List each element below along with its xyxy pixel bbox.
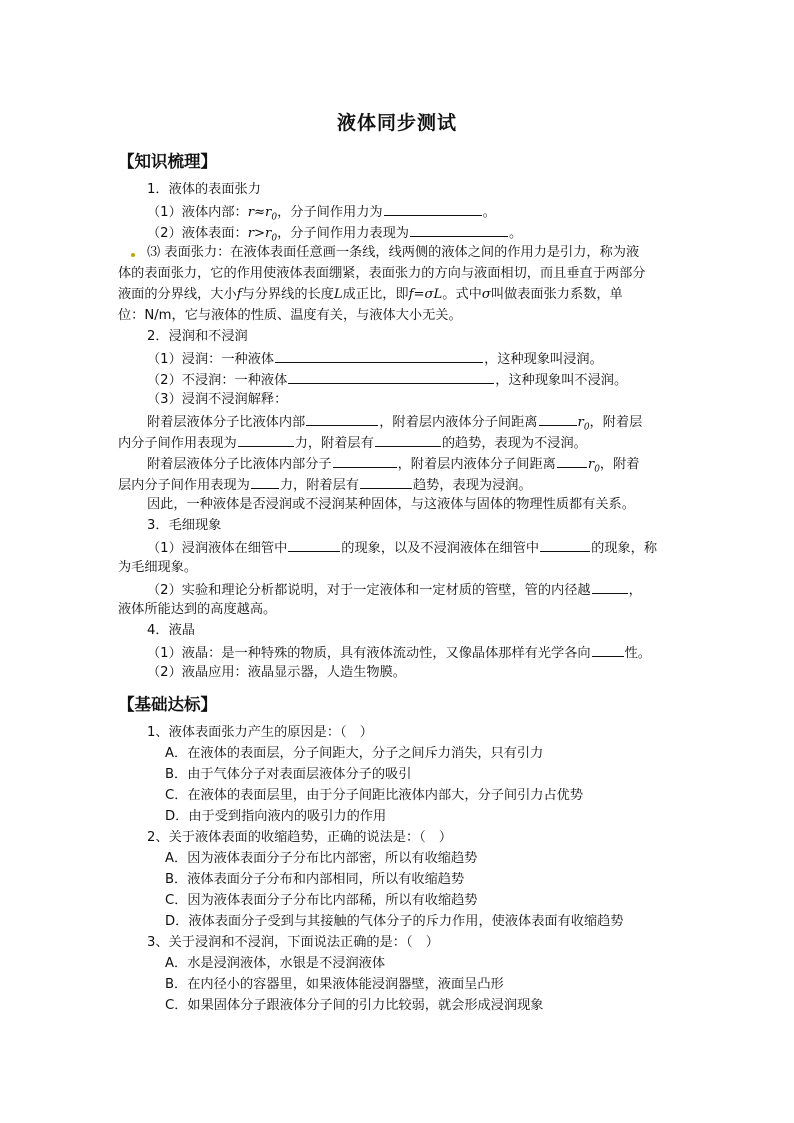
paragraph-line — [147, 580, 642, 600]
fill-blank[interactable] — [410, 223, 508, 237]
text: （1）液晶：是一种特殊的物质，具有液体流动性，又像晶体那样有光学各向 — [147, 646, 591, 661]
text: 的现象，以及不浸润液体在细管中 — [341, 541, 540, 556]
text: 趋势，表现为浸润。 — [413, 478, 532, 493]
paragraph-line — [118, 433, 587, 453]
answer-option[interactable]: A．因为液体表面分子分布比内部密，所以有收缩趋势 — [165, 851, 478, 866]
text: 与分界线的长度 — [241, 287, 334, 302]
topic-capillary: 3．毛细现象 — [147, 518, 222, 533]
fill-blank[interactable] — [238, 433, 294, 447]
text: 的现象，称 — [591, 541, 658, 556]
fill-blank[interactable] — [306, 412, 378, 426]
line-explanation: （3）浸润不浸润解释： — [147, 392, 288, 407]
fill-blank[interactable] — [384, 202, 482, 216]
answer-option[interactable]: A．在液体的表面层，分子间距大，分子之间斥力消失，只有引力 — [165, 746, 544, 761]
topic-surface-tension: 1．液体的表面张力 — [147, 182, 261, 197]
fill-blank[interactable] — [251, 475, 279, 489]
text: 叫做表面张力系数，单 — [490, 287, 623, 302]
text: ，附着层内液体分子间距离 — [397, 457, 556, 472]
answer-option[interactable]: B．在内径小的容器里，如果液体能浸润器壁，液面呈凸形 — [165, 977, 504, 992]
text: 液面的分界线，大小 — [118, 287, 237, 302]
answer-option[interactable]: B．液体表面分子分布和内部相同，所以有收缩趋势 — [165, 872, 465, 887]
fill-blank[interactable] — [592, 643, 624, 657]
text: ，附着层 — [589, 415, 643, 430]
subscript: 0 — [594, 464, 600, 475]
text: ，这种现象叫不浸润。 — [495, 373, 628, 388]
paragraph-line: （2）液晶应用：液晶显示器，人造生物膜。 — [147, 665, 406, 680]
text: （1）浸润：一种液体 — [147, 352, 275, 367]
text: 层内分子间作用表现为 — [118, 478, 250, 493]
section-heading-knowledge: 【知识梳理】 — [118, 152, 217, 171]
text: ， — [628, 583, 642, 598]
text: ，这种现象叫浸润。 — [484, 352, 603, 367]
topic-wetting: 2．浸润和不浸润 — [147, 329, 248, 344]
text: 力，附着层有 — [279, 478, 359, 493]
fill-blank[interactable] — [375, 433, 441, 447]
formula: σ — [481, 287, 491, 302]
text: （1）浸润液体在细管中 — [147, 541, 288, 556]
bullet-dot-icon — [131, 253, 135, 257]
paragraph-line: 位：N/m，它与液体的性质、温度有关，与液体大小无关。 — [118, 308, 462, 323]
text: 。 — [508, 226, 523, 241]
paragraph-line — [118, 475, 532, 495]
text: 。 — [482, 205, 496, 220]
question-stem: 2、关于液体表面的收缩趋势，正确的说法是：（ ） — [147, 830, 453, 845]
paragraph-line — [147, 538, 657, 558]
fill-blank[interactable] — [539, 412, 577, 426]
answer-option[interactable]: C．在液体的表面层里，由于分子间距比液体内部大，分子间引力占优势 — [165, 788, 584, 803]
formula: f — [236, 287, 242, 302]
answer-option[interactable]: D．由于受到指向液内的吸引力的作用 — [165, 809, 387, 824]
text: 成正比，即 — [342, 287, 409, 302]
paragraph-line: 因此，一种液体是否浸润或不浸润某种固体，与这液体与固体的物理性质都有关系。 — [147, 497, 635, 512]
subscript: 0 — [271, 212, 278, 223]
text: ，分子间作用力表现为 — [277, 226, 409, 241]
paragraph-line: 体的表面张力，它的作用使液体表面绷紧，表面张力的方向与液面相切，而且垂直于两部分 — [118, 266, 646, 281]
answer-option[interactable]: A．水是浸润液体，水银是不浸润液体 — [165, 956, 386, 971]
fill-blank[interactable] — [333, 454, 397, 468]
fill-blank[interactable] — [540, 538, 590, 552]
paragraph-line — [118, 286, 623, 304]
text: 力，附着层有 — [294, 436, 374, 451]
question-stem: 3、关于浸润和不浸润，下面说法正确的是：（ ） — [147, 935, 439, 950]
answer-option[interactable]: C．如果固体分子跟液体分子间的引力比较弱，就会形成浸润现象 — [165, 998, 544, 1013]
text: （2）液体表面： — [147, 226, 248, 241]
text: ，附着 — [599, 457, 640, 472]
formula: r≈r — [247, 205, 272, 220]
fill-blank[interactable] — [275, 349, 483, 363]
text: ，附着层内液体分子间距离 — [379, 415, 538, 430]
paragraph-line: ⑶ 表面张力：在液体表面任意画一条线，线两侧的液体之间的作用力是引力，称为液 — [147, 245, 640, 260]
subscript: 0 — [583, 422, 590, 433]
question-stem: 1、液体表面张力产生的原因是：（ ） — [147, 725, 373, 740]
text: 附着层液体分子比液体内部分子 — [147, 457, 332, 472]
formula: r>r — [247, 226, 272, 241]
text: （2）不浸润：一种液体 — [147, 373, 288, 388]
text: 性。 — [624, 646, 651, 661]
paragraph-line — [147, 643, 651, 663]
text: ，分子间作用力为 — [277, 205, 383, 220]
paragraph-line: 为毛细现象。 — [118, 560, 198, 575]
text: （1）液体内部： — [147, 205, 248, 220]
answer-option[interactable]: D．液体表面分子受到与其接触的气体分子的斥力作用，使液体表面有收缩趋势 — [165, 914, 624, 929]
text: 内分子间作用表现为 — [118, 436, 237, 451]
page-title: 液体同步测试 — [336, 112, 457, 134]
formula: L — [333, 287, 343, 302]
paragraph-line: 液体所能达到的高度越高。 — [118, 602, 277, 617]
fill-blank[interactable] — [557, 454, 587, 468]
fill-blank[interactable] — [288, 370, 494, 384]
fill-blank[interactable] — [288, 538, 340, 552]
text: 附着层液体分子比液体内部 — [147, 415, 306, 430]
subscript: 0 — [271, 233, 278, 244]
line-wetting — [147, 349, 603, 369]
section-heading-basic: 【基础达标】 — [118, 695, 217, 714]
topic-liquid-crystal: 4．液晶 — [147, 623, 195, 638]
formula: r — [587, 457, 595, 472]
formula: f=σL — [408, 287, 443, 302]
text: 的趋势，表现为不浸润。 — [441, 436, 587, 451]
text: （2）实验和理论分析都说明，对于一定液体和一定材质的管壁，管的内径越 — [147, 583, 591, 598]
fill-blank[interactable] — [360, 475, 412, 489]
text: 。式中 — [442, 287, 482, 302]
answer-option[interactable]: B．由于气体分子对表面层液体分子的吸引 — [165, 767, 412, 782]
formula: r — [577, 415, 584, 430]
answer-option[interactable]: C．因为液体表面分子分布比内部稀，所以有收缩趋势 — [165, 893, 478, 908]
line-non-wetting — [147, 370, 627, 390]
fill-blank[interactable] — [592, 580, 628, 594]
